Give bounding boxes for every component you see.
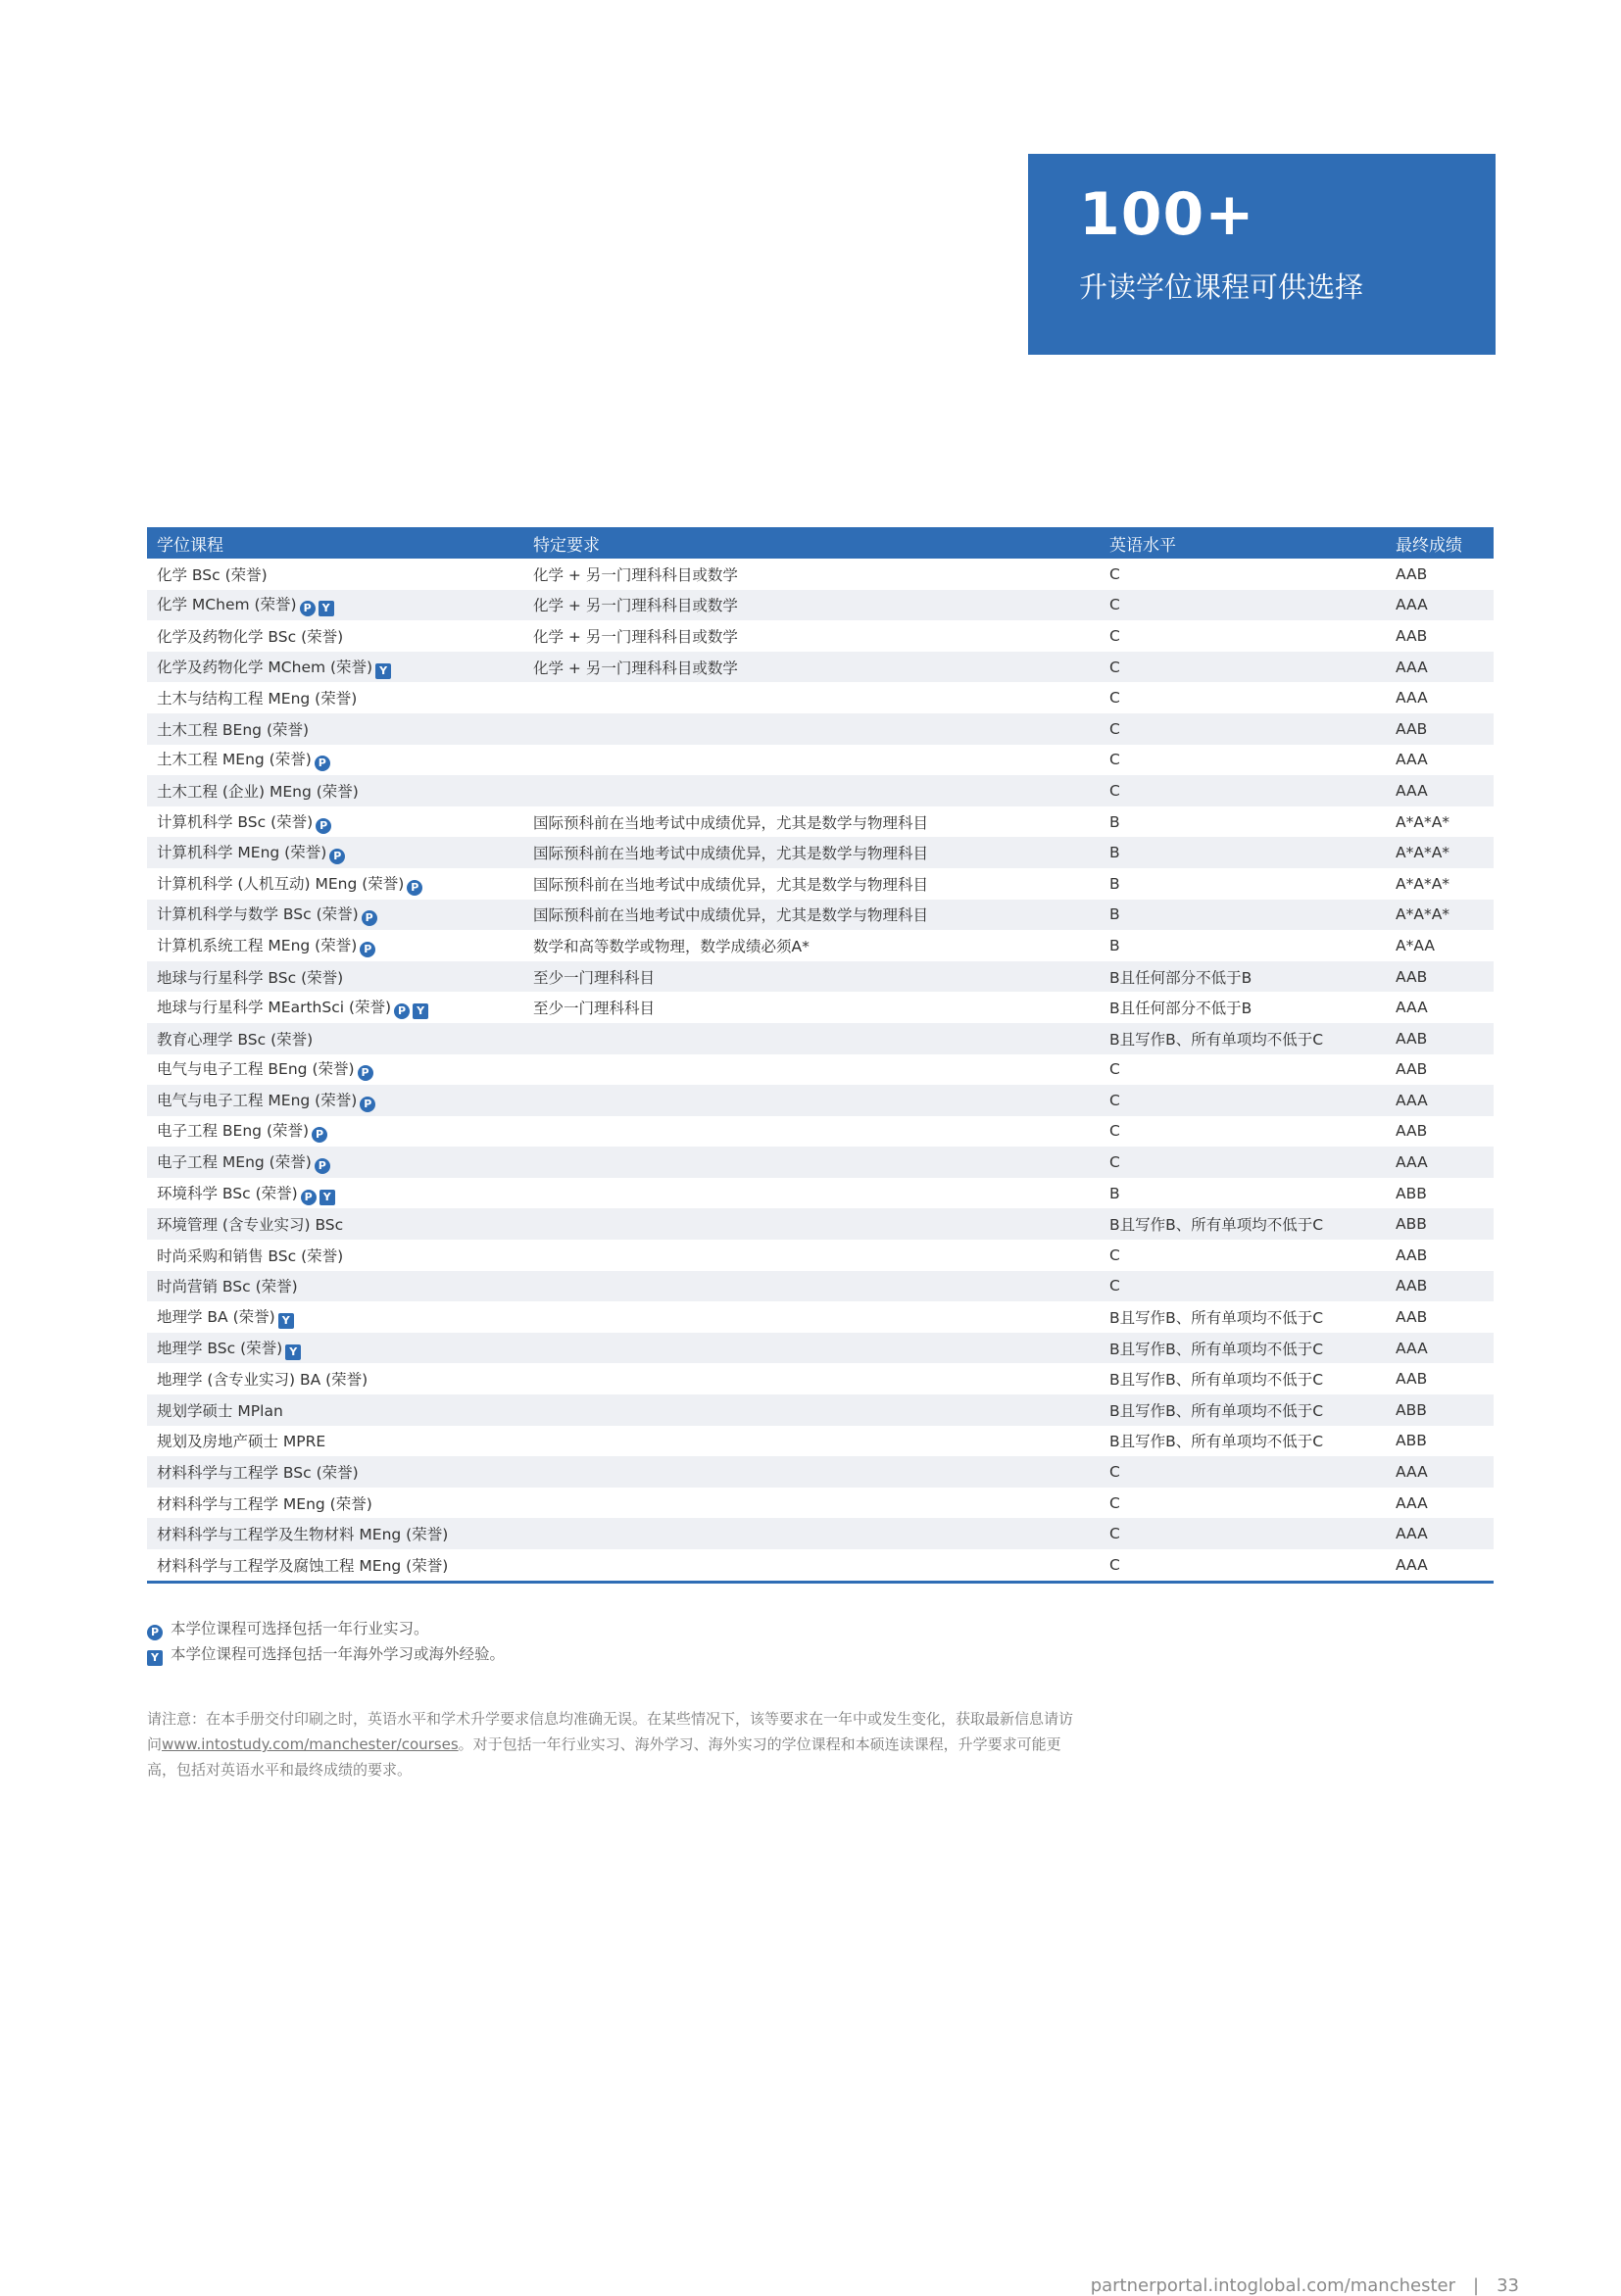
course-name: 土木工程 BEng (荣誉) xyxy=(157,720,310,739)
course-name-cell xyxy=(147,1178,523,1209)
course-name-cell xyxy=(147,745,523,776)
table-row xyxy=(147,1301,1494,1333)
english-level-cell: C xyxy=(1109,626,1120,645)
requirement-cell: 国际预科前在当地考试中成绩优异，尤其是数学与物理科目 xyxy=(533,875,929,894)
course-name-cell xyxy=(147,837,523,868)
course-name-cell xyxy=(147,1518,523,1549)
course-name-cell xyxy=(147,1549,523,1582)
requirement-cell xyxy=(523,1116,1100,1148)
table-row xyxy=(147,806,1494,838)
requirement-cell: 至少一门理科科目 xyxy=(523,961,1100,993)
requirement-cell xyxy=(523,1488,1100,1519)
placement-icon: P xyxy=(316,818,331,834)
requirement-cell xyxy=(523,1301,1100,1333)
final-grade-cell: AAA xyxy=(1386,1147,1494,1178)
table-row xyxy=(147,837,1494,868)
final-grade-cell: AAA xyxy=(1386,1456,1494,1488)
course-name: 化学 MChem (荣誉) xyxy=(157,596,297,614)
requirement-cell xyxy=(523,1208,1100,1240)
course-name-cell xyxy=(147,1488,523,1519)
final-grade-cell: AAA xyxy=(1396,689,1428,708)
requirement-cell xyxy=(523,1178,1100,1209)
requirement-cell xyxy=(523,1363,1100,1394)
course-name-cell xyxy=(147,1456,523,1488)
course-name: 电气与电子工程 BEng (荣誉) xyxy=(157,1060,355,1079)
english-level-cell: C xyxy=(1100,1271,1386,1302)
final-grade-cell: AAB xyxy=(1386,1271,1494,1302)
page-footer xyxy=(1091,2275,1519,2296)
english-level-cell: C xyxy=(1100,590,1386,621)
course-name-cell xyxy=(147,1271,523,1302)
english-level-cell: C xyxy=(1100,1518,1386,1549)
table-row xyxy=(147,1488,1494,1519)
legend-item-abroad xyxy=(147,1641,505,1667)
final-grade-cell: ABB xyxy=(1396,1184,1427,1202)
course-name: 时尚营销 BSc (荣誉) xyxy=(157,1278,298,1296)
english-level-cell: C xyxy=(1109,1060,1120,1079)
course-name-cell xyxy=(147,1116,523,1148)
table-row xyxy=(147,1178,1494,1209)
course-name: 环境管理 (含专业实习) BSc xyxy=(157,1216,344,1235)
requirement-cell: 国际预科前在当地考试中成绩优异，尤其是数学与物理科目 xyxy=(523,900,1100,931)
header-requirement: 特定要求 xyxy=(523,527,1100,559)
table-row xyxy=(147,620,1494,652)
course-name: 环境科学 BSc (荣誉) xyxy=(157,1184,298,1202)
final-grade-cell: AAA xyxy=(1386,1549,1494,1582)
course-name: 土木工程 (企业) MEng (荣誉) xyxy=(157,782,359,801)
requirement-cell: 化学 + 另一门理科科目或数学 xyxy=(523,652,1100,683)
year-abroad-icon: Y xyxy=(278,1313,294,1329)
final-grade-cell: AAB xyxy=(1396,1370,1428,1389)
course-name-cell xyxy=(147,713,523,745)
table-row xyxy=(147,590,1494,621)
course-name: 材料科学与工程学 BSc (荣誉) xyxy=(157,1464,359,1483)
course-name-cell xyxy=(147,992,523,1023)
disclaimer-note xyxy=(147,1706,1078,1783)
footer-separator: | xyxy=(1473,2275,1480,2296)
table-row xyxy=(147,713,1494,745)
year-abroad-icon: Y xyxy=(375,663,391,679)
note-text-before: 请注意：在本手册交付印刷之时，英语水平和学术升学要求信息均准确无误。在某些情况下，该等要求在一年中或发生变化，获取最新信息请访问 xyxy=(147,1710,1074,1753)
course-name: 规划及房地产硕士 MPRE xyxy=(157,1433,326,1451)
english-level-cell: B xyxy=(1109,936,1120,954)
header-english: 英语水平 xyxy=(1100,527,1386,559)
requirement-cell xyxy=(523,1240,1100,1271)
course-name-cell xyxy=(147,1240,523,1271)
requirement-cell xyxy=(523,1147,1100,1178)
placement-icon: P xyxy=(301,1190,317,1205)
table-row xyxy=(147,775,1494,806)
table-row xyxy=(147,1240,1494,1271)
final-grade-cell: AAA xyxy=(1386,1333,1494,1364)
legend-text: 本学位课程可选择包括一年行业实习。 xyxy=(171,1620,429,1637)
course-name-cell xyxy=(147,775,523,806)
course-name: 材料科学与工程学及腐蚀工程 MEng (荣誉) xyxy=(157,1556,449,1575)
english-level-cell: C xyxy=(1100,1147,1386,1178)
final-grade-cell: AAA xyxy=(1386,1085,1494,1116)
english-level-cell: B xyxy=(1109,812,1120,831)
course-name-cell xyxy=(147,1208,523,1240)
placement-icon: P xyxy=(358,1065,373,1081)
course-name: 化学及药物化学 BSc (荣誉) xyxy=(157,627,344,646)
placement-icon: P xyxy=(360,942,375,957)
year-abroad-icon: Y xyxy=(285,1344,301,1360)
course-name: 电气与电子工程 MEng (荣誉) xyxy=(157,1091,358,1109)
placement-icon: P xyxy=(407,880,422,896)
course-name-cell xyxy=(147,806,523,838)
table-row xyxy=(147,1333,1494,1364)
course-name: 材料科学与工程学 MEng (荣誉) xyxy=(157,1494,372,1513)
english-level-cell: C xyxy=(1109,751,1120,769)
course-name: 计算机科学 BSc (荣誉) xyxy=(157,812,314,831)
english-level-cell: C xyxy=(1109,564,1120,583)
course-table xyxy=(147,527,1494,1584)
final-grade-cell: A*AA xyxy=(1396,936,1435,954)
final-grade-cell: AAA xyxy=(1386,1518,1494,1549)
final-grade-cell: AAB xyxy=(1396,1060,1428,1079)
final-grade-cell: AAB xyxy=(1396,1308,1428,1327)
course-name: 电子工程 MEng (荣誉) xyxy=(157,1153,312,1172)
course-name: 土木与结构工程 MEng (荣誉) xyxy=(157,690,358,708)
course-name-cell xyxy=(147,652,523,683)
header-grade: 最终成绩 xyxy=(1386,527,1494,559)
course-name-cell xyxy=(147,1023,523,1054)
requirement-cell: 国际预科前在当地考试中成绩优异，尤其是数学与物理科目 xyxy=(523,837,1100,868)
english-level-cell: C xyxy=(1100,652,1386,683)
table-row xyxy=(147,1116,1494,1148)
course-name: 化学及药物化学 MChem (荣誉) xyxy=(157,658,373,676)
english-level-cell: C xyxy=(1100,713,1386,745)
table-body xyxy=(147,559,1494,1582)
table-row xyxy=(147,1085,1494,1116)
placement-icon: P xyxy=(315,756,330,771)
course-name: 地球与行星科学 BSc (荣誉) xyxy=(157,968,344,987)
course-name: 规划学硕士 MPlan xyxy=(157,1401,283,1420)
final-grade-cell: A*A*A* xyxy=(1396,874,1450,893)
course-name: 材料科学与工程学及生物材料 MEng (荣誉) xyxy=(157,1526,449,1544)
placement-icon: P xyxy=(147,1625,163,1640)
badge-text: 升读学位课程可供选择 xyxy=(1079,270,1364,304)
headline-badge xyxy=(1028,154,1496,355)
english-level-cell: B xyxy=(1109,1184,1120,1202)
course-name-cell xyxy=(147,1301,523,1333)
requirement-cell: 数学和高等数学或物理，数学成绩必须A* xyxy=(533,937,810,955)
placement-icon: P xyxy=(329,849,345,864)
final-grade-cell: ABB xyxy=(1386,1208,1494,1240)
english-level-cell: C xyxy=(1100,1549,1386,1582)
final-grade-cell: AAA xyxy=(1386,775,1494,806)
year-abroad-icon: Y xyxy=(319,1190,335,1205)
english-level-cell: C xyxy=(1100,1085,1386,1116)
table-row xyxy=(147,1208,1494,1240)
course-name: 计算机科学 (人机互动) MEng (荣誉) xyxy=(157,874,405,893)
final-grade-cell: AAA xyxy=(1396,1493,1428,1512)
badge-number: 100+ xyxy=(1079,180,1255,249)
placement-icon: P xyxy=(315,1158,330,1174)
requirement-cell xyxy=(523,745,1100,776)
table-row xyxy=(147,652,1494,683)
english-level-cell: B且写作B、所有单项均不低于C xyxy=(1109,1309,1324,1328)
requirement-cell xyxy=(523,775,1100,806)
requirement-cell xyxy=(523,1085,1100,1116)
requirement-cell xyxy=(523,1549,1100,1582)
table-row xyxy=(147,1456,1494,1488)
requirement-cell xyxy=(523,682,1100,713)
english-level-cell: B且写作B、所有单项均不低于C xyxy=(1100,1208,1386,1240)
english-level-cell: C xyxy=(1109,689,1120,708)
table-row xyxy=(147,868,1494,900)
course-name-cell xyxy=(147,961,523,993)
english-level-cell: C xyxy=(1100,1456,1386,1488)
table-row xyxy=(147,682,1494,713)
table-row xyxy=(147,1023,1494,1054)
course-name: 地球与行星科学 MEarthSci (荣誉) xyxy=(157,999,392,1017)
course-name-cell xyxy=(147,1333,523,1364)
table-row xyxy=(147,1549,1494,1582)
final-grade-cell: ABB xyxy=(1396,1432,1427,1450)
table-row xyxy=(147,745,1494,776)
table-row xyxy=(147,559,1494,590)
course-name: 土木工程 MEng (荣誉) xyxy=(157,751,312,769)
table-row xyxy=(147,900,1494,931)
course-name: 时尚采购和销售 BSc (荣誉) xyxy=(157,1246,344,1265)
final-grade-cell: AAA xyxy=(1396,999,1428,1017)
requirement-cell xyxy=(523,713,1100,745)
requirement-cell xyxy=(523,1456,1100,1488)
english-level-cell: B且写作B、所有单项均不低于C xyxy=(1100,1333,1386,1364)
course-name: 计算机科学 MEng (荣誉) xyxy=(157,844,327,862)
table-row xyxy=(147,930,1494,961)
course-name-cell xyxy=(147,1426,523,1457)
course-name: 电子工程 BEng (荣誉) xyxy=(157,1122,310,1141)
english-level-cell: B且任何部分不低于B xyxy=(1100,961,1386,993)
course-name: 计算机科学与数学 BSc (荣誉) xyxy=(157,905,359,924)
final-grade-cell: AAB xyxy=(1386,961,1494,993)
final-grade-cell: A*A*A* xyxy=(1386,900,1494,931)
year-abroad-icon: Y xyxy=(413,1003,428,1019)
table-row xyxy=(147,961,1494,993)
requirement-cell: 化学 + 另一门理科科目或数学 xyxy=(533,565,738,584)
requirement-cell xyxy=(523,1054,1100,1086)
final-grade-cell: A*A*A* xyxy=(1386,837,1494,868)
course-name-cell xyxy=(147,682,523,713)
placement-icon: P xyxy=(300,601,316,616)
requirement-cell: 国际预科前在当地考试中成绩优异，尤其是数学与物理科目 xyxy=(533,813,929,832)
requirement-cell: 化学 + 另一门理科科目或数学 xyxy=(533,627,738,646)
course-name: 计算机系统工程 MEng (荣誉) xyxy=(157,936,358,954)
course-name: 地理学 (含专业实习) BA (荣誉) xyxy=(157,1371,368,1390)
final-grade-cell: AAA xyxy=(1386,652,1494,683)
course-name-cell xyxy=(147,1363,523,1394)
course-name: 化学 BSc (荣誉) xyxy=(157,565,268,584)
requirement-cell xyxy=(523,1333,1100,1364)
course-name: 地理学 BA (荣誉) xyxy=(157,1308,275,1327)
english-level-cell: C xyxy=(1109,1493,1120,1512)
course-name-cell xyxy=(147,559,523,590)
note-text-after: 。对于包括一年行业实习、海外学习、海外实习的学位课程和本硕连读课程，升学要求可能更高，包括对英语水平和最终成绩的要求。 xyxy=(147,1735,1061,1779)
course-name-cell xyxy=(147,1054,523,1086)
table-row xyxy=(147,1054,1494,1086)
final-grade-cell: AAB xyxy=(1396,564,1428,583)
year-abroad-icon: Y xyxy=(319,601,334,616)
footer-url[interactable]: partnerportal.intoglobal.com/manchester xyxy=(1090,2275,1456,2296)
requirement-cell: 化学 + 另一门理科科目或数学 xyxy=(523,590,1100,621)
course-name: 教育心理学 BSc (荣誉) xyxy=(157,1030,314,1049)
table-row xyxy=(147,1271,1494,1302)
icon-legend xyxy=(147,1616,505,1667)
course-name-cell xyxy=(147,620,523,652)
english-level-cell: C xyxy=(1109,1246,1120,1264)
course-name-cell xyxy=(147,900,523,931)
final-grade-cell: AAB xyxy=(1396,626,1428,645)
course-name: 地理学 BSc (荣誉) xyxy=(157,1339,283,1357)
final-grade-cell: AAA xyxy=(1386,590,1494,621)
legend-item-placement xyxy=(147,1616,505,1641)
final-grade-cell: AAB xyxy=(1386,1023,1494,1054)
placement-icon: P xyxy=(362,910,377,926)
english-level-cell: B且写作B、所有单项均不低于C xyxy=(1100,1394,1386,1426)
course-name-cell xyxy=(147,1147,523,1178)
final-grade-cell: AAB xyxy=(1386,713,1494,745)
english-level-cell: B xyxy=(1100,900,1386,931)
table-row xyxy=(147,1363,1494,1394)
table-row xyxy=(147,1394,1494,1426)
placement-icon: P xyxy=(360,1097,375,1112)
english-level-cell: B且写作B、所有单项均不低于C xyxy=(1109,1433,1324,1451)
requirement-cell xyxy=(523,1426,1100,1457)
course-name-cell xyxy=(147,590,523,621)
english-level-cell: B xyxy=(1100,837,1386,868)
course-name-cell xyxy=(147,1085,523,1116)
requirement-cell xyxy=(523,1394,1100,1426)
table-row xyxy=(147,1518,1494,1549)
final-grade-cell: ABB xyxy=(1386,1394,1494,1426)
table-row xyxy=(147,992,1494,1023)
final-grade-cell: A*A*A* xyxy=(1396,812,1450,831)
placement-icon: P xyxy=(394,1003,410,1019)
requirement-cell: 至少一门理科科目 xyxy=(533,1000,656,1018)
english-level-cell: C xyxy=(1109,1122,1120,1141)
english-level-cell: B xyxy=(1109,874,1120,893)
legend-text: 本学位课程可选择包括一年海外学习或海外经验。 xyxy=(171,1645,506,1663)
requirement-cell xyxy=(523,1271,1100,1302)
final-grade-cell: AAA xyxy=(1396,751,1428,769)
english-level-cell: B且写作B、所有单项均不低于C xyxy=(1100,1023,1386,1054)
requirement-cell xyxy=(523,1023,1100,1054)
english-level-cell: C xyxy=(1100,775,1386,806)
placement-icon: P xyxy=(312,1127,327,1143)
page-number: 33 xyxy=(1497,2275,1519,2296)
table-row xyxy=(147,1147,1494,1178)
table-header-row xyxy=(147,527,1494,559)
year-abroad-icon: Y xyxy=(147,1650,163,1666)
table-row xyxy=(147,1426,1494,1457)
english-level-cell: B且任何部分不低于B xyxy=(1109,1000,1253,1018)
english-level-cell: B且写作B、所有单项均不低于C xyxy=(1109,1371,1324,1390)
course-name-cell xyxy=(147,868,523,900)
courses-link[interactable]: www.intostudy.com/manchester/courses xyxy=(162,1735,459,1753)
course-name-cell xyxy=(147,1394,523,1426)
header-course: 学位课程 xyxy=(147,527,523,559)
course-name-cell xyxy=(147,930,523,961)
requirement-cell xyxy=(523,1518,1100,1549)
final-grade-cell: AAB xyxy=(1396,1122,1428,1141)
final-grade-cell: AAB xyxy=(1396,1246,1428,1264)
